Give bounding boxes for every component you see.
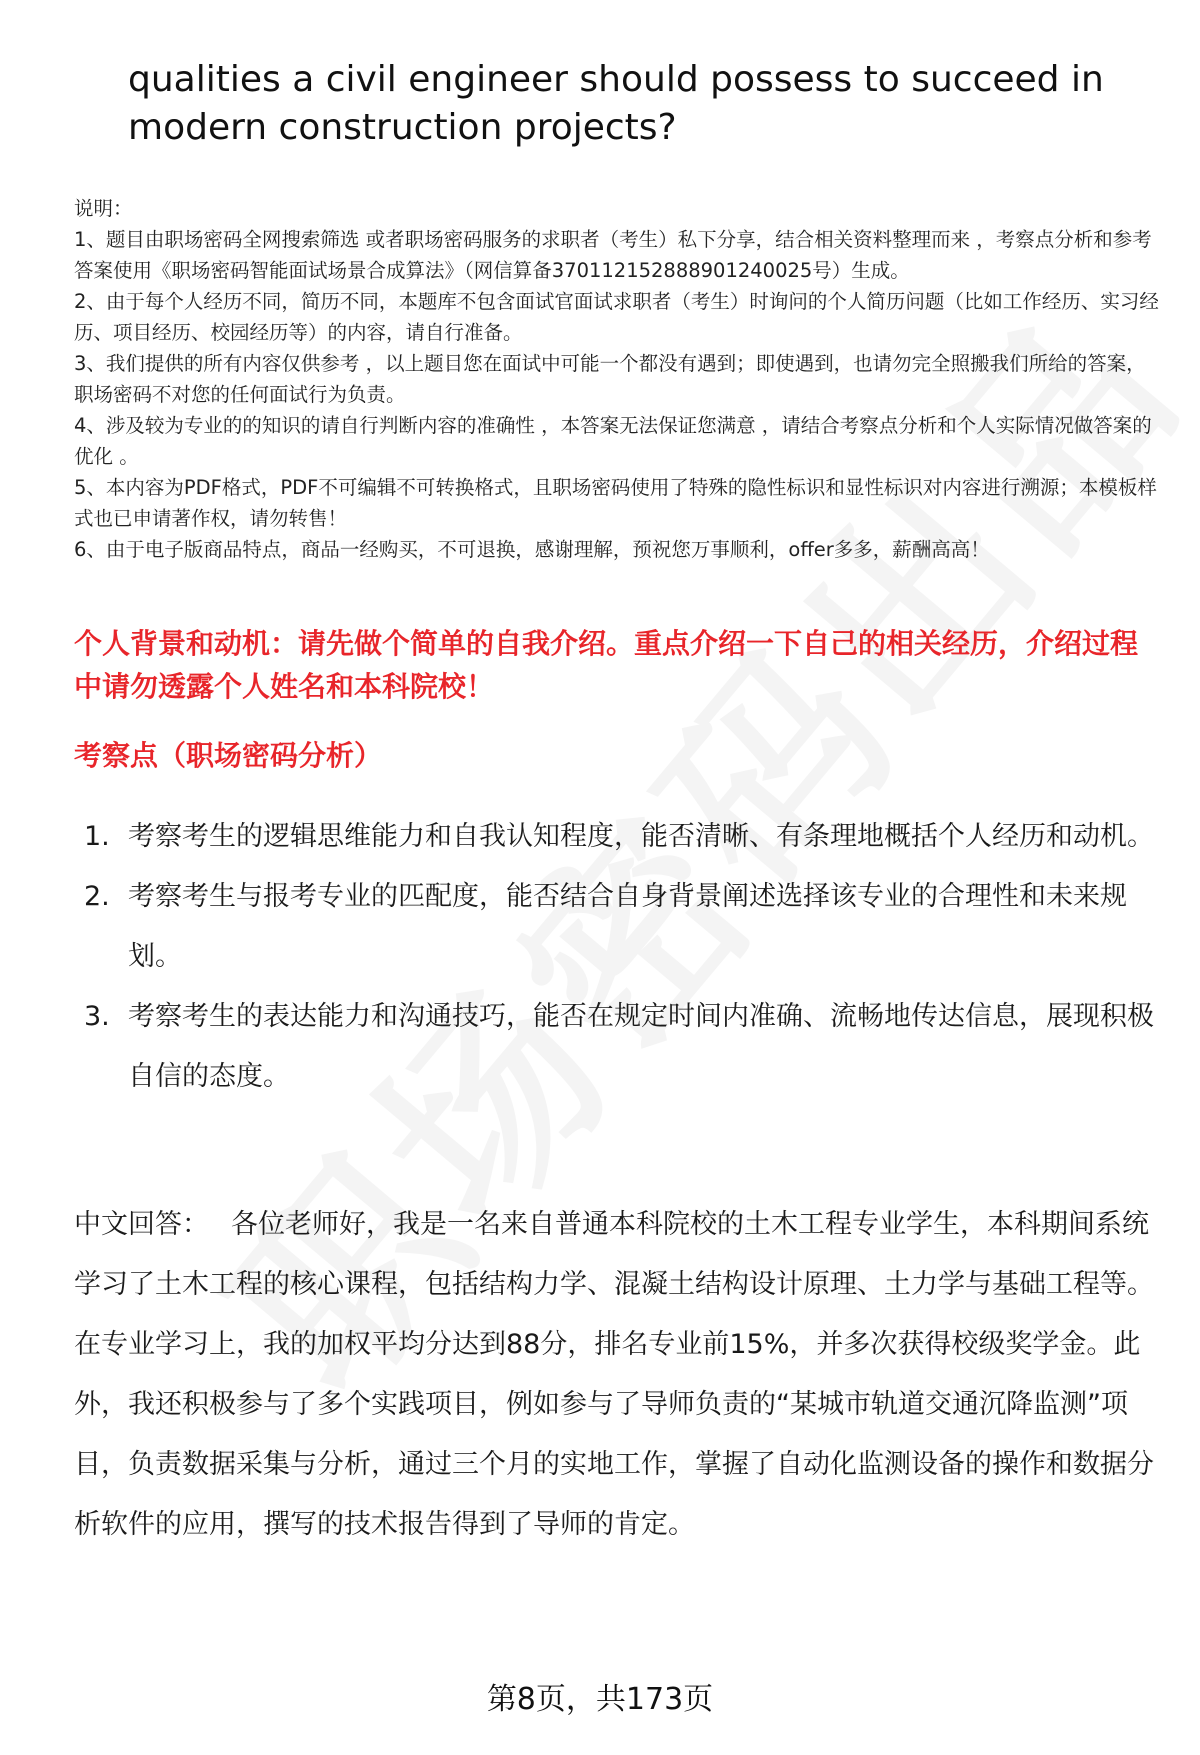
list-text: 考察考生的逻辑思维能力和自我认知程度，能否清晰、有条理地概括个人经历和动机。 xyxy=(128,821,1154,852)
points-title: 考察点（职场密码分析） xyxy=(74,739,383,772)
question-continued: qualities a civil engineer should possess to succeed in modern construction projects? xyxy=(128,59,1104,148)
note-item: 3、我们提供的所有内容仅供参考 ，以上题目您在面试中可能一个都没有遇到；即使遇到，也请勿完全照搬我们所给的答案，职场密码不对您的任何面试行为负责。 xyxy=(74,352,1146,406)
list-text: 考察考生的表达能力和沟通技巧，能否在规定时间内准确、流畅地传达信息，展现积极自信的态度。 xyxy=(128,1001,1154,1092)
note-item: 6、由于电子版商品特点，商品一经购买，不可退换，感谢理解，预祝您万事顺利，offer多多，薪酬高高！ xyxy=(74,538,990,561)
answer-text: 各位老师好，我是一名来自普通本科院校的土木工程专业学生，本科期间系统学习了土木工程的核心课程，包括结构力学、混凝土结构设计原理、土力学与基础工程等。在专业学习上，我的加权平均分达到88分，排名专业前15%，并多次获得校级奖学金。此外，我还积极参与了多个实践项目，例如参与了导师负责的“某城市轨道交通沉降监测”项目，负责数据采集与分析，通过三个月的实地工作，掌握了自动化监测设备的操作和数据分析软件的应用，撰写的技术报告得到了导师的肯定。 xyxy=(74,1209,1154,1540)
chinese-answer xyxy=(74,1195,1159,1555)
notes-title: 说明： xyxy=(74,197,133,220)
note-item: 2、由于每个人经历不同，简历不同，本题库不包含面试官面试求职者（考生）时询问的个人简历问题（比如工作经历、实习经历、项目经历、校园经历等）的内容，请自行准备。 xyxy=(74,290,1159,344)
section-title: 个人背景和动机：请先做个简单的自我介绍。重点介绍一下自己的相关经历，介绍过程中请勿透露个人姓名和本科院校！ xyxy=(74,627,1139,703)
assessment-points-list xyxy=(80,807,1155,1107)
list-item xyxy=(80,987,1155,1107)
note-item: 1、题目由职场密码全网搜索筛选 或者职场密码服务的求职者（考生）私下分享，结合相关资料整理而来 ，考察点分析和参考答案使用《职场密码智能面试场景合成算法》（网信算备370112152888901240025号）生成。 xyxy=(74,228,1152,282)
list-number: 1. xyxy=(84,821,110,852)
list-item xyxy=(80,867,1155,987)
notes-block xyxy=(74,193,1164,565)
list-number: 3. xyxy=(84,1001,110,1032)
page-number: 第8页，共173页 xyxy=(486,1682,714,1717)
list-number: 2. xyxy=(84,881,110,912)
note-item: 5、本内容为PDF格式，PDF不可编辑不可转换格式，且职场密码使用了特殊的隐性标识和显性标识对内容进行溯源；本模板样式也已申请著作权，请勿转售！ xyxy=(74,476,1157,530)
list-item xyxy=(80,807,1155,867)
answer-label: 中文回答： xyxy=(74,1209,209,1240)
note-item: 4、涉及较为专业的的知识的请自行判断内容的准确性 ，本答案无法保证您满意 ，请结合考察点分析和个人实际情况做答案的优化 。 xyxy=(74,414,1152,468)
list-text: 考察考生与报考专业的匹配度，能否结合自身背景阐述选择该专业的合理性和未来规划。 xyxy=(128,881,1127,972)
